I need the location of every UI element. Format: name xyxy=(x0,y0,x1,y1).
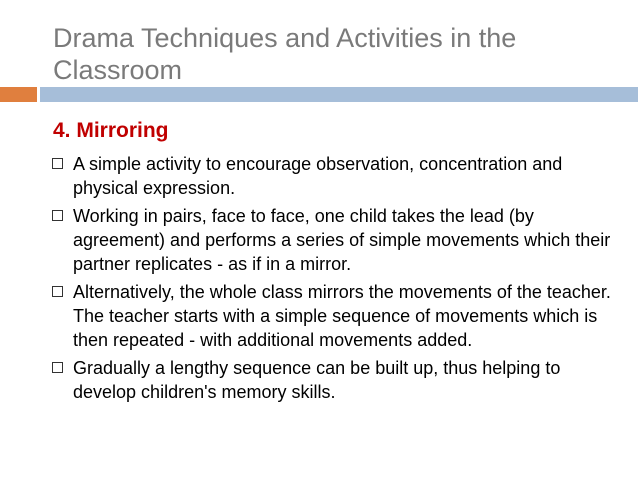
bullet-item xyxy=(50,280,620,352)
section-heading: 4. Mirroring xyxy=(53,119,169,142)
square-bullet-icon xyxy=(52,210,63,221)
title-accent-bar-orange xyxy=(0,87,37,102)
bullet-text: Alternatively, the whole class mirrors the movements of the teacher. The teacher starts with a simple sequence of movements which is then repeated - with additional movements added. xyxy=(73,282,611,350)
bullet-item xyxy=(50,356,620,404)
square-bullet-icon xyxy=(52,286,63,297)
bullet-list xyxy=(50,152,620,408)
title-accent-bar-blue xyxy=(40,87,638,102)
slide-title: Drama Techniques and Activities in the Classroom xyxy=(53,23,517,85)
bullet-text: A simple activity to encourage observation, concentration and physical expression. xyxy=(73,154,563,198)
bullet-item xyxy=(50,152,620,200)
square-bullet-icon xyxy=(52,362,63,373)
bullet-text: Gradually a lengthy sequence can be built up, thus helping to develop children's memory skills. xyxy=(73,358,561,402)
square-bullet-icon xyxy=(52,158,63,169)
bullet-item xyxy=(50,204,620,276)
bullet-text: Working in pairs, face to face, one child takes the lead (by agreement) and performs a series of simple movements which their partner replicates - as if in a mirror. xyxy=(73,206,611,274)
